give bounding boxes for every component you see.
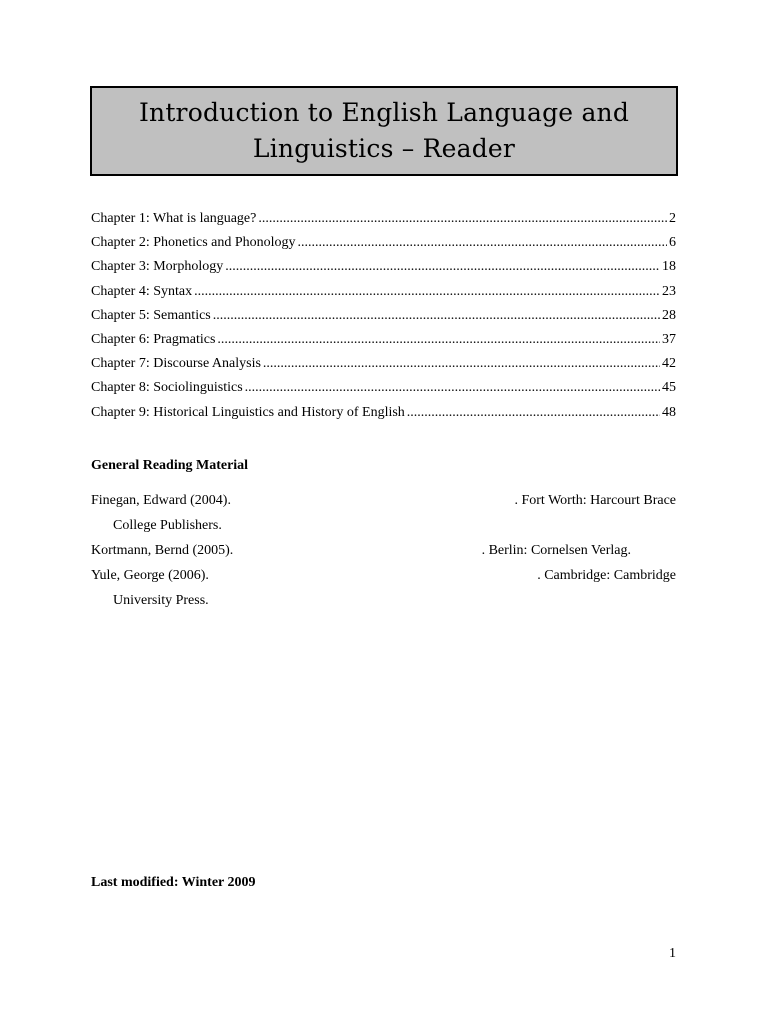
toc-leader-dots: [245, 376, 660, 400]
toc-entry-page: 42: [662, 356, 676, 372]
toc-entry[interactable]: [91, 376, 676, 400]
toc-entry[interactable]: [91, 255, 676, 279]
toc-leader-dots: [225, 255, 660, 279]
toc-leader-dots: [213, 304, 660, 328]
toc-entry-page: 28: [662, 307, 676, 323]
toc-entry-label: Chapter 4: Syntax: [91, 283, 193, 299]
toc-leader-dots: [407, 401, 660, 425]
toc-leader-dots: [263, 352, 660, 376]
reference-continuation: College Publishers.: [113, 518, 222, 533]
last-modified: Last modified: Winter 2009: [91, 875, 256, 890]
toc-entry-label: Chapter 2: Phonetics and Phonology: [91, 235, 296, 251]
toc-leader-dots: [217, 328, 660, 352]
toc-entry-label: Chapter 5: Semantics: [91, 307, 211, 323]
toc-entry[interactable]: [91, 328, 676, 352]
title-box: [90, 86, 678, 176]
toc-entry-label: Chapter 3: Morphology: [91, 259, 224, 275]
toc-entry-page: 23: [662, 283, 676, 299]
toc-entry-label: Chapter 7: Discourse Analysis: [91, 356, 261, 372]
toc-entry-page: 6: [669, 235, 676, 251]
toc-leader-dots: [194, 280, 660, 304]
toc-entry-label: Chapter 6: Pragmatics: [91, 331, 216, 347]
toc-entry-label: Chapter 8: Sociolinguistics: [91, 380, 243, 396]
reference-publisher: . Berlin: Cornelsen Verlag.: [481, 543, 631, 558]
toc-leader-dots: [258, 207, 667, 231]
reference-author: Yule, George (2006).: [91, 568, 209, 583]
toc-entry-page: 2: [669, 211, 676, 226]
reading-heading: General Reading Material: [91, 458, 249, 473]
toc-entry[interactable]: [91, 207, 676, 231]
toc-leader-dots: [298, 231, 667, 255]
toc-entry[interactable]: [91, 280, 676, 304]
toc-entry-page: 45: [662, 380, 676, 396]
reference-publisher: . Fort Worth: Harcourt Brace: [514, 493, 676, 508]
toc-entry-page: 18: [662, 259, 676, 275]
page-number: 1: [669, 946, 676, 961]
reference-entry: [91, 488, 676, 538]
reference-entry: [91, 538, 676, 563]
table-of-contents: [91, 207, 676, 425]
reference-author: Finegan, Edward (2004).: [91, 493, 231, 508]
reading-list: [91, 488, 676, 613]
toc-entry[interactable]: [91, 352, 676, 376]
reference-entry: [91, 563, 676, 613]
toc-entry[interactable]: [91, 401, 676, 425]
toc-entry-page: 48: [662, 404, 676, 420]
reference-publisher: . Cambridge: Cambridge: [537, 568, 676, 583]
toc-entry[interactable]: [91, 304, 676, 328]
document-title: Introduction to English Language and Linguistics – Reader: [138, 98, 630, 163]
toc-entry-label: Chapter 9: Historical Linguistics and History of English: [91, 404, 405, 420]
toc-entry[interactable]: [91, 231, 676, 255]
toc-entry-label: Chapter 1: What is language?: [91, 211, 257, 226]
toc-entry-page: 37: [662, 331, 676, 347]
reference-author: Kortmann, Bernd (2005).: [91, 543, 234, 558]
reference-continuation: University Press.: [113, 593, 209, 608]
